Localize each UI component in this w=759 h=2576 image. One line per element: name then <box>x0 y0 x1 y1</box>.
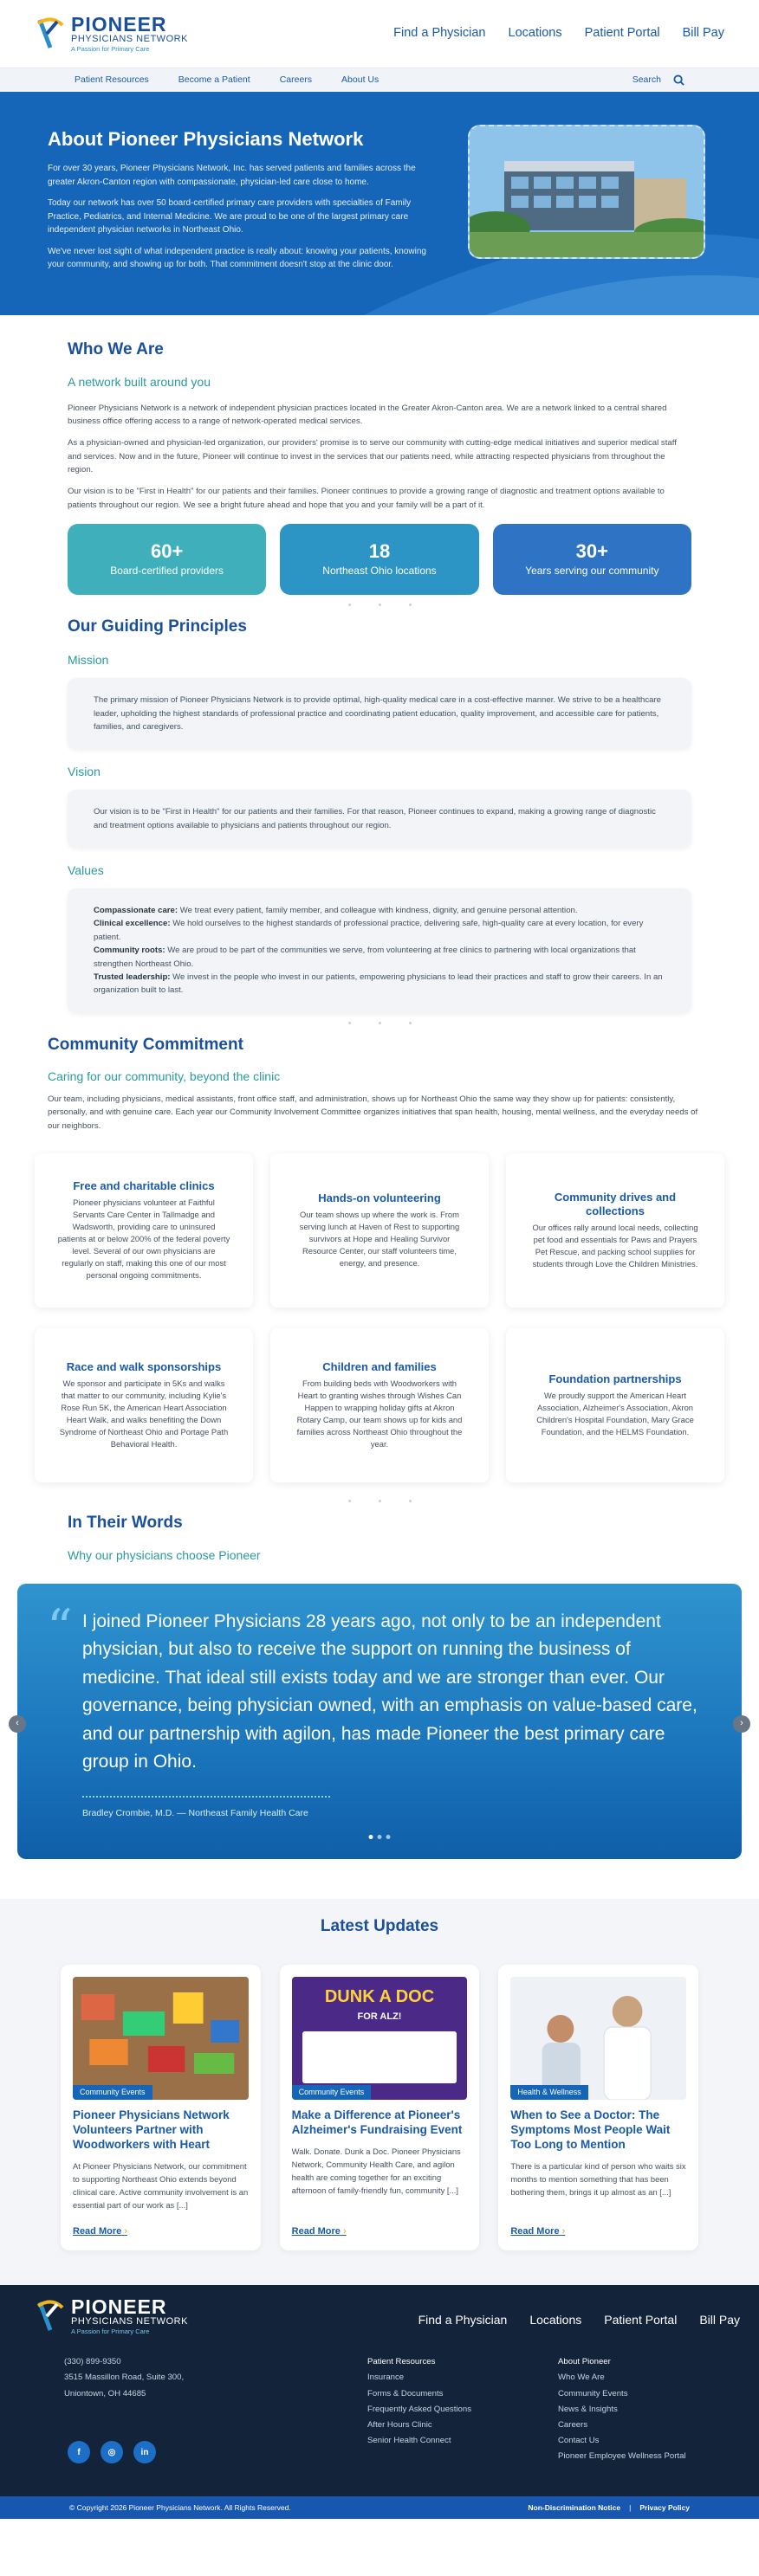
community-card: Community drives and collections Our offices rally around local needs, collecting pet food and essentials for Paws and Prayers Pet Rescue, and packing school supplies for students through Love the Children Ministries. <box>506 1153 724 1307</box>
mission-heading: Mission <box>68 653 109 668</box>
stats-row <box>68 524 691 595</box>
logo-name: PIONEER <box>71 13 167 36</box>
nav-bill-pay[interactable]: Bill Pay <box>682 26 724 41</box>
quote-divider <box>82 1796 330 1798</box>
posts-row <box>0 1965 759 2250</box>
post-excerpt: Walk. Donate. Dunk a Doc. Pioneer Physicians Network, Community Health Care, and agilon health are coming together for an exciting afternoon of family-friendly fun, community [...] <box>291 2146 461 2195</box>
stat-card-locations <box>280 524 478 595</box>
community-section <box>0 1033 759 1503</box>
stat-value: 60+ <box>151 539 184 562</box>
guiding-principles-section <box>0 615 759 1024</box>
footer-address-line-2: Uniontown, OH 44685 <box>64 2388 146 2398</box>
logo-tagline: A Passion for Primary Care <box>71 2327 150 2336</box>
community-card: Foundation partnerships We proudly support the American Heart Association, Alzheimer's Association, Akron Children's Hospital Foundation, Mary Grace Foundation, and the HELMS Foundation. <box>506 1328 724 1482</box>
read-more-link[interactable]: Read More › <box>510 2225 566 2237</box>
read-more-link[interactable]: Read More › <box>291 2225 347 2237</box>
post-image-doctor <box>510 1977 686 2100</box>
footer-link[interactable]: After Hours Clinic <box>367 2419 432 2430</box>
stat-label: Board-certified providers <box>110 565 224 578</box>
footer-link[interactable]: Who We Are <box>558 2373 605 2383</box>
social-links <box>68 2441 156 2463</box>
value-item: Compassionate care: We treat every patient, family member, and colleague with kindness, dignity, and genuine personal attention. <box>94 906 578 916</box>
footer-link[interactable]: Pioneer Employee Wellness Portal <box>558 2451 686 2462</box>
carousel-dots[interactable] <box>369 1835 391 1839</box>
value-item: Trusted leadership: We invest in the people who invest in our patients, empowering physicians to lead their practices and staff to grow their careers. In an organization built to last. <box>94 972 663 996</box>
post-tag[interactable]: Community Events <box>292 2085 372 2101</box>
post-title[interactable]: When to See a Doctor: The Symptoms Most People Wait Too Long to Mention <box>510 2108 671 2151</box>
footer-nav-patient-portal[interactable]: Patient Portal <box>604 2313 678 2327</box>
facebook-icon[interactable]: f <box>68 2441 90 2463</box>
logo-subtitle: PHYSICIANS NETWORK <box>71 2316 188 2327</box>
footer-link[interactable]: Insurance <box>367 2373 405 2383</box>
who-paragraph-2: As a physician-owned and physician-led organization, our providers' promise is to serve our community with cutting-edge medical initiatives and superior medical staff and services. Now and in the future, Pioneer will continue to invest in the services that our patients need, while attracting respected physicians from throughout the region. <box>68 438 677 475</box>
logo-tagline: A Passion for Primary Care <box>71 45 150 54</box>
stat-value: 30+ <box>575 539 608 562</box>
search-label[interactable]: Search <box>632 74 661 85</box>
primary-nav <box>393 24 724 43</box>
nav-locations[interactable]: Locations <box>508 26 562 41</box>
latest-updates-section <box>0 1899 759 2286</box>
nav-patient-portal[interactable]: Patient Portal <box>584 26 660 41</box>
site-header <box>0 0 759 68</box>
stat-label: Years serving our community <box>525 565 659 578</box>
words-title: In Their Words <box>68 1514 183 1533</box>
footer-link[interactable]: Contact Us <box>558 2436 600 2446</box>
post-image-dunk-a-doc <box>292 1977 468 2100</box>
chevron-right-icon: › <box>124 2225 127 2237</box>
post-image-toys <box>73 1977 249 2100</box>
pioneer-logo-icon <box>35 16 66 51</box>
post-card[interactable] <box>498 1965 698 2250</box>
subnav-become-patient[interactable]: Become a Patient <box>178 74 250 85</box>
testimonial-quote: I joined Pioneer Physicians 28 years ago, not only to be an independent physician, but also to receive the support on running the business of medicine. That ideal still exists today and we are stronger than ever. Our governance, being physician owned, with an emphasis on value-based care, and our partnership with agilon, has made Pioneer the best primary care group in Ohio. <box>82 1611 697 1772</box>
footer-link[interactable]: News & Insights <box>558 2404 618 2414</box>
chevron-right-icon: › <box>342 2225 347 2237</box>
testimonial-author: Bradley Crombie, M.D. — Northeast Family Health Care <box>82 1807 308 1818</box>
copyright: © Copyright 2026 Pioneer Physicians Network. All Rights Reserved. <box>69 2502 291 2512</box>
footer-col-heading: About Pioneer <box>558 2357 611 2367</box>
footer-nav-bill-pay[interactable]: Bill Pay <box>699 2313 740 2327</box>
divider-dots <box>68 1022 691 1024</box>
footer-address-line-1: 3515 Massillon Road, Suite 300, <box>64 2373 185 2383</box>
footer-link[interactable]: Senior Health Connect <box>367 2436 451 2446</box>
footer-contact <box>64 2354 184 2402</box>
divider-dots <box>0 1500 759 1502</box>
words-subtitle: Why our physicians choose Pioneer <box>68 1547 261 1562</box>
hero-paragraph-1: For over 30 years, Pioneer Physicians Network, Inc. has served patients and families across the greater Akron-Canton region with compassionate, physician-led care close to home. <box>48 164 416 187</box>
who-paragraph-1: Pioneer Physicians Network is a network of independent physician practices located in the Greater Akron-Canton area. We are a network linked to a central shared business office offering access to a range of network-operated medical services. <box>68 403 667 426</box>
hero-paragraph-2: Today our network has over 50 board-certified primary care providers with specialties of Family Practice, Pediatrics, and Internal Medicine. We are proud to be one of the largest primary care independent physician networks in Northeast Ohio. <box>48 198 412 235</box>
footer-nav-find-physician[interactable]: Find a Physician <box>418 2313 508 2327</box>
stat-label: Northeast Ohio locations <box>322 565 437 578</box>
footer-link[interactable]: Forms & Documents <box>367 2388 444 2398</box>
footer-col-patient-resources <box>367 2354 471 2449</box>
community-intro: Our team, including physicians, medical assistants, front office staff, and administration, shows up for Northeast Ohio the same way they show up for patients: consistently, personally, and with genuine care. Each year our Community Involvement Committee organizes initiatives that span health, housing, mental wellness, and the everyday needs of our neighbors. <box>48 1094 698 1131</box>
testimonial-carousel <box>17 1584 742 1859</box>
hero-banner <box>0 92 759 315</box>
secondary-nav <box>0 68 759 92</box>
subnav-careers[interactable]: Careers <box>279 74 313 85</box>
quote-mark-icon: “ <box>47 1598 73 1657</box>
footer-logo[interactable] <box>35 2297 188 2335</box>
community-cards-row-1 <box>0 1153 759 1307</box>
hero-paragraph-3: We've never lost sight of what independent practice is really about: knowing your patients, knowing your community, and showing up for both. That commitment doesn't stop at the clinic door. <box>48 246 426 269</box>
community-card: Hands-on volunteering Our team shows up where the work is. From serving lunch at Haven of Rest to supporting survivors at Hope and Healing Survivor Resource Center, our staff volunteers time, energy, and presence. <box>270 1153 489 1307</box>
logo[interactable] <box>35 15 188 53</box>
who-we-are-section <box>0 315 759 606</box>
subnav-about-us[interactable]: About Us <box>341 74 380 85</box>
community-cards-row-2 <box>0 1328 759 1482</box>
footer-primary-nav <box>418 2311 740 2329</box>
post-title[interactable]: Make a Difference at Pioneer's Alzheimer's Fundraising Event <box>291 2108 463 2136</box>
community-card: Children and families From building beds with Woodworkers with Heart to granting wishes through Wishes Can Happen to wrapping holiday gifts at Akron Rotary Camp, our team shows up for kids and families across Northeast Ohio throughout the year. <box>270 1328 489 1482</box>
vision-panel: Our vision is to be "First in Health" for our patients and their families. For that reason, Pioneer continues to expand, making a growing range of diagnostic and treatment options available to physicians and patients throughout our region. <box>68 790 691 848</box>
post-title[interactable]: Pioneer Physicians Network Volunteers Partner with Woodworkers with Heart <box>73 2108 230 2151</box>
mission-panel: The primary mission of Pioneer Physicians Network is to provide optimal, high-quality medical care in a cost-effective manner. We strive to be a healthcare leader, upholding the highest standards of professional practice and coordinating patient education, quality improvement, and accessible care for patients, families, and caregivers. <box>68 678 691 749</box>
post-excerpt: At Pioneer Physicians Network, our commitment to supporting Northeast Ohio extends beyond clinical care. Active community involvement is an essential part of our work as [...] <box>73 2160 249 2210</box>
community-subtitle: Caring for our community, beyond the clinic <box>48 1069 281 1084</box>
stat-card-years <box>493 524 691 595</box>
post-card[interactable] <box>280 1965 480 2250</box>
community-card: Free and charitable clinics Pioneer physicians volunteer at Faithful Servants Care Center in Tallmadge and Wadsworth, providing care to uninsured patients at or below 200% of the federal poverty level. Several of our own physicians are regularly on staff, making this one of our most personal ongoing commitments. <box>35 1153 253 1307</box>
search-icon[interactable] <box>673 74 684 86</box>
community-card: Race and walk sponsorships We sponsor and participate in 5Ks and walks that matter to our community, including Kylie's Rose Run 5K, the American Heart Association Heart Walk, and walks benefiting the Down Syndrome of Northeast Ohio and Portage Path Behavioral Health. <box>35 1328 253 1482</box>
footer-bottom-bar: © Copyright 2026 Pioneer Physicians Network. All Rights Reserved. Non-Discrimination Notice | Privacy Policy <box>0 2496 759 2519</box>
chevron-right-icon: › <box>561 2225 566 2237</box>
footer-phone[interactable]: (330) 899-9350 <box>64 2357 121 2367</box>
flyer-subtitle: FOR ALZ! <box>357 2011 402 2023</box>
site-footer <box>0 2285 759 2519</box>
footer-nav-locations[interactable]: Locations <box>529 2313 582 2327</box>
who-we-are-title: Who We Are <box>68 340 164 358</box>
page-title: About Pioneer Physicians Network <box>48 128 364 150</box>
values-heading: Values <box>68 863 104 878</box>
updates-title: Latest Updates <box>320 1916 439 1935</box>
post-card[interactable] <box>61 1965 261 2250</box>
footer-link[interactable]: Community Events <box>558 2388 628 2398</box>
values-panel <box>68 888 691 1012</box>
linkedin-icon[interactable]: in <box>133 2441 156 2463</box>
flyer-title: DUNK A DOC <box>324 1987 435 2007</box>
instagram-icon[interactable]: ◎ <box>101 2441 123 2463</box>
footer-link[interactable]: Careers <box>558 2419 588 2430</box>
building-photo <box>468 125 705 259</box>
logo-name: PIONEER <box>71 2295 167 2319</box>
stat-value: 18 <box>368 539 391 562</box>
post-tag[interactable]: Health & Wellness <box>510 2085 587 2101</box>
pioneer-logo-icon <box>35 2299 66 2334</box>
post-excerpt: There is a particular kind of person who waits six months to mention something that has been bothering them, brings it up almost as an [...] <box>510 2160 686 2197</box>
who-paragraph-3: Our vision is to be "First in Health" for our patients and their families. Pioneer continues to provide a growing range of diagnostic and treatment options available to patients throughout our region. We see a bright future ahead and hope that you and your family will be a part of it. <box>68 487 665 510</box>
footer-col-heading: Patient Resources <box>367 2357 436 2367</box>
vision-heading: Vision <box>68 765 101 779</box>
privacy-policy-link[interactable]: Privacy Policy <box>639 2502 690 2512</box>
read-more-link[interactable]: Read More › <box>73 2225 127 2237</box>
logo-subtitle: PHYSICIANS NETWORK <box>71 34 188 45</box>
footer-col-about <box>558 2354 686 2465</box>
search-box[interactable] <box>632 74 684 87</box>
non-discrimination-link[interactable]: Non-Discrimination Notice <box>528 2502 621 2512</box>
post-tag[interactable]: Community Events <box>73 2085 152 2101</box>
carousel-prev-button[interactable]: ‹ <box>9 1715 26 1733</box>
who-we-are-subtitle: A network built around you <box>68 374 211 389</box>
carousel-next-button[interactable]: › <box>733 1715 750 1733</box>
community-title: Community Commitment <box>48 1035 243 1054</box>
value-item: Community roots: We are proud to be part of the communities we serve, from volunteering at free clinics to partnering with local organizations that strengthen Northeast Ohio. <box>94 946 636 969</box>
principles-title: Our Guiding Principles <box>68 617 247 636</box>
footer-link[interactable]: Frequently Asked Questions <box>367 2404 471 2414</box>
value-item: Clinical excellence: We hold ourselves to the highest standards of professional practice, delivering safe, high-quality care at every location, for every patient. <box>94 919 644 942</box>
testimonial-section <box>0 1511 759 1859</box>
stat-card-providers <box>68 524 266 595</box>
nav-find-physician[interactable]: Find a Physician <box>393 26 486 41</box>
subnav-patient-resources[interactable]: Patient Resources <box>75 74 149 85</box>
divider-dots <box>68 604 691 606</box>
